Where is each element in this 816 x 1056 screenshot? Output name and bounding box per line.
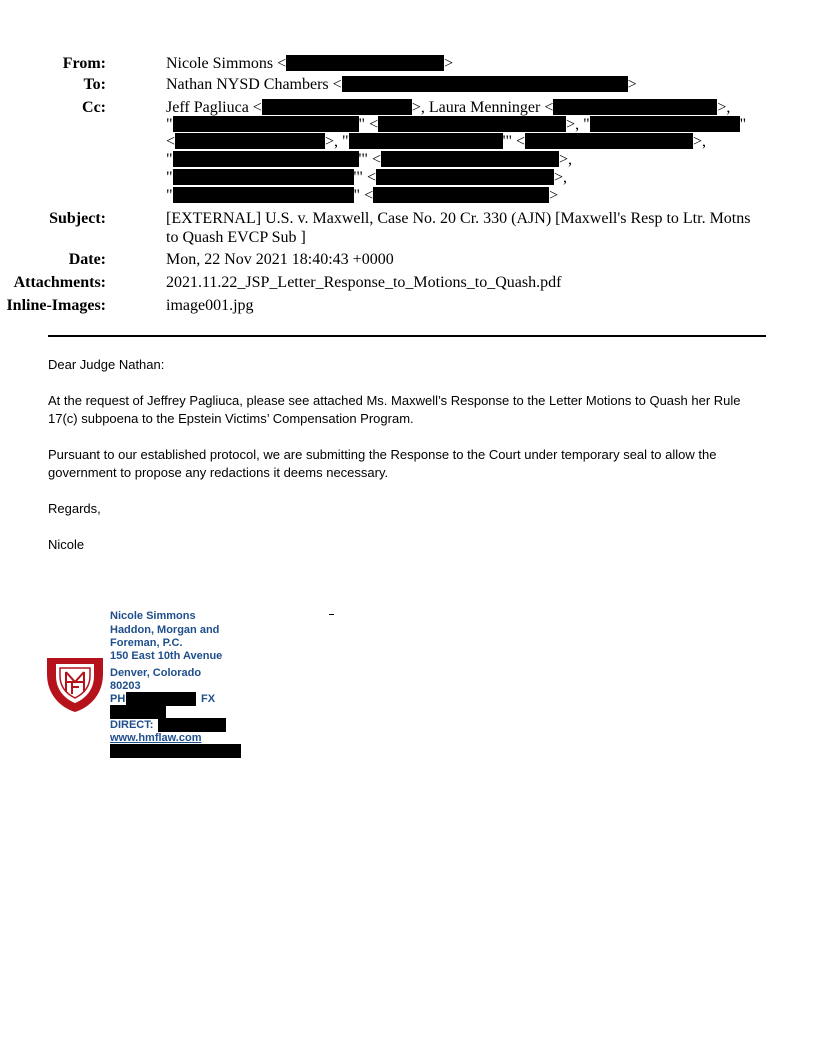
fax-label: FX (201, 693, 216, 705)
phone-label: PH (110, 693, 126, 705)
redaction (378, 116, 566, 132)
to-value: Nathan NYSD Chambers < > (166, 76, 637, 93)
cc-line-6: " " < > (166, 187, 559, 204)
greeting: Dear Judge Nathan: (48, 357, 165, 372)
subject-line-2: to Quash EVCP Sub ] (166, 229, 306, 246)
signature-street: 150 East 10th Avenue (110, 650, 223, 662)
subject-line-1: [EXTERNAL] U.S. v. Maxwell, Case No. 20 Cr. 330 (AJN) [Maxwell's Resp to Ltr. Motns (166, 210, 751, 227)
signature-firm-line-2: Foreman, P.C. (110, 637, 183, 649)
closing: Regards, (48, 501, 101, 516)
redaction (175, 133, 325, 149)
redaction (553, 99, 717, 115)
cc-line-3: < >, " '" < >, (166, 133, 707, 150)
inline-images-label: Inline-Images: (6, 297, 106, 314)
cc-line-4: " '" < >, (166, 151, 572, 168)
cc-line-1: Jeff Pagliuca < >, Laura Menninger < >, (166, 99, 731, 116)
redaction (173, 187, 354, 203)
body-paragraph-1: At the request of Jeffrey Pagliuca, please see attached Ms. Maxwell’s Response to the Letter Motions to Quash her Rule 17(c) subpoena to the Epstein Victims’ Compensation Program. (48, 393, 741, 426)
redaction (376, 169, 554, 185)
redaction (110, 705, 166, 719)
from-label: From: (62, 55, 106, 72)
subject-label: Subject: (49, 210, 106, 227)
date-value: Mon, 22 Nov 2021 18:40:43 +0000 (166, 251, 394, 268)
direct-label: DIRECT: (110, 719, 154, 731)
redaction (158, 718, 226, 732)
body-paragraph-2: Pursuant to our established protocol, we are submitting the Response to the Court under temporary seal to allow the government to propose any redactions it deems necessary. (48, 447, 717, 480)
redaction (126, 692, 196, 706)
redaction (349, 133, 503, 149)
redaction (286, 55, 444, 71)
to-label: To: (83, 76, 106, 93)
from-value: Nicole Simmons < > (166, 55, 454, 72)
attachments-label: Attachments: (13, 274, 106, 291)
redaction (173, 169, 354, 185)
redaction (590, 116, 740, 132)
signature-name: Nicole Simmons (110, 610, 196, 622)
header-divider (48, 335, 766, 337)
redaction (373, 187, 549, 203)
redaction (173, 151, 359, 167)
cc-line-2: " " < >, " " (166, 116, 747, 133)
cc-label: Cc: (82, 99, 106, 116)
redaction (381, 151, 559, 167)
cc-line-5: " '" < >, (166, 169, 567, 186)
date-label: Date: (68, 251, 106, 268)
signature-firm-line-1: Haddon, Morgan and (110, 624, 220, 636)
redaction (525, 133, 693, 149)
inline-image-link[interactable]: image001.jpg (166, 297, 254, 314)
signature-zip: 80203 (110, 680, 141, 692)
sender-name: Nicole (48, 537, 85, 552)
redaction (173, 116, 359, 132)
redaction (262, 99, 412, 115)
attachment-link[interactable]: 2021.11.22_JSP_Letter_Response_to_Motions_to_Quash.pdf (166, 274, 562, 291)
hmf-logo-icon (44, 652, 106, 714)
signature-city: Denver, Colorado (110, 667, 202, 679)
stray-mark (329, 614, 334, 615)
website-link[interactable]: www.hmflaw.com (110, 732, 202, 744)
redaction (110, 744, 241, 758)
redaction (342, 76, 628, 92)
